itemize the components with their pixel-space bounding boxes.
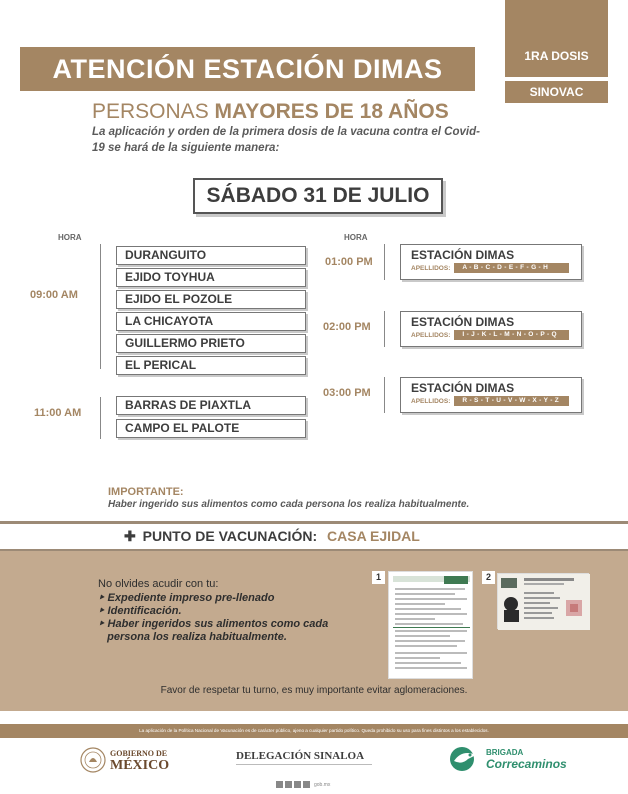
doc-number-2: 2 bbox=[482, 571, 495, 584]
delegacion-label: DELEGACIÓN SINALOA bbox=[236, 750, 365, 762]
hora-label-left: HORA bbox=[58, 233, 82, 242]
date-box: SÁBADO 31 DE JULIO bbox=[193, 178, 443, 214]
vaccination-point-location: CASA EJIDAL bbox=[327, 528, 420, 544]
station-card-1pm bbox=[400, 244, 582, 280]
place-campo-el-palote: CAMPO EL PALOTE bbox=[116, 419, 306, 438]
bracket-9am bbox=[100, 244, 101, 369]
delegacion-underline bbox=[236, 764, 372, 765]
brigada-line1: BRIGADA bbox=[486, 748, 524, 757]
twitter-icon[interactable] bbox=[285, 781, 292, 788]
bracket-3pm bbox=[384, 377, 385, 413]
time-11am: 11:00 AM bbox=[34, 407, 82, 419]
time-2pm: 02:00 PM bbox=[323, 321, 371, 333]
subtitle-light: PERSONAS bbox=[92, 100, 209, 123]
station-name: ESTACIÓN DIMAS bbox=[411, 315, 515, 329]
form-document-image bbox=[388, 571, 473, 679]
title-banner bbox=[20, 47, 475, 91]
respect-note: Favor de respetar tu turno, es muy importante evitar aglomeraciones. bbox=[160, 685, 468, 696]
important-title: IMPORTANTE: bbox=[108, 486, 184, 498]
intro-text: La aplicación y orden de la primera dosis de la vacuna contra el Covid-19 se hará de la siguiente manera: bbox=[92, 126, 480, 154]
subtitle-bold: MAYORES DE 18 AÑOS bbox=[214, 100, 449, 123]
station-name: ESTACIÓN DIMAS bbox=[411, 381, 515, 395]
list-item: ‣ Haber ingeridos sus alimentos como cada bbox=[98, 618, 329, 630]
brigada-line2: Correcaminos bbox=[486, 757, 567, 771]
hora-label-right: HORA bbox=[344, 233, 368, 242]
place-la-chicayota: LA CHICAYOTA bbox=[116, 312, 306, 331]
bracket-1pm bbox=[384, 244, 385, 280]
bracket-11am bbox=[100, 397, 101, 439]
time-3pm: 03:00 PM bbox=[323, 387, 371, 399]
reminder-title: No olvides acudir con tu: bbox=[98, 578, 219, 590]
page-title: ATENCIÓN ESTACIÓN DIMAS bbox=[52, 54, 443, 84]
social-handle[interactable]: gob.mx bbox=[314, 781, 331, 788]
instagram-icon[interactable] bbox=[294, 781, 301, 788]
divider-top bbox=[0, 521, 628, 524]
place-ejido-el-pozole: EJIDO EL POZOLE bbox=[116, 290, 306, 309]
dose-badge bbox=[505, 0, 608, 77]
place-el-perical: EL PERICAL bbox=[116, 356, 306, 375]
place-barras-de-piaxtla: BARRAS DE PIAXTLA bbox=[116, 396, 306, 415]
vaccination-point-label: PUNTO DE VACUNACIÓN: bbox=[142, 528, 318, 544]
time-1pm: 01:00 PM bbox=[325, 256, 373, 268]
apellidos-letters: A - B - C - D - E - F - G - H bbox=[454, 263, 569, 273]
facebook-icon[interactable] bbox=[276, 781, 283, 788]
dose-label: 1RA DOSIS bbox=[524, 49, 589, 63]
form-icon bbox=[389, 572, 474, 680]
list-item: persona los realiza habitualmente. bbox=[98, 631, 287, 643]
reminder-list bbox=[98, 592, 328, 644]
apellidos-label: APELLIDOS: bbox=[411, 331, 451, 339]
place-duranguito: DURANGUITO bbox=[116, 246, 306, 265]
legal-disclaimer: La aplicación de la Política Nacional de Vacunación es de carácter público, ajeno a cualquier partido político. Queda prohibido su uso para fines distintos a los establecidos. bbox=[0, 724, 628, 738]
apellidos-letters: I - J - K - L - M - N - O - P - Q bbox=[454, 330, 569, 340]
apellidos-letters: R - S - T - U - V - W - X - Y - Z bbox=[454, 396, 569, 406]
id-card-icon bbox=[498, 574, 590, 630]
apellidos-label: APELLIDOS: bbox=[411, 397, 451, 405]
list-item: ‣ Expediente impreso pre-llenado bbox=[98, 592, 275, 604]
gobierno-line1: GOBIERNO DE bbox=[110, 749, 168, 758]
time-9am: 09:00 AM bbox=[30, 289, 78, 301]
bracket-2pm bbox=[384, 311, 385, 347]
youtube-icon[interactable] bbox=[303, 781, 310, 788]
subtitle bbox=[92, 100, 449, 124]
list-item: ‣ Identificación. bbox=[98, 605, 182, 617]
important-text: Haber ingerido sus alimentos como cada persona los realiza habitualmente. bbox=[108, 499, 470, 510]
apellidos-label: APELLIDOS: bbox=[411, 264, 451, 272]
vaccination-point bbox=[124, 528, 420, 545]
station-name: ESTACIÓN DIMAS bbox=[411, 248, 515, 262]
place-guillermo-prieto: GUILLERMO PRIETO bbox=[116, 334, 306, 353]
eagle-seal-icon bbox=[80, 747, 106, 773]
place-ejido-toyhua: EJIDO TOYHUA bbox=[116, 268, 306, 287]
doc-number-1: 1 bbox=[372, 571, 385, 584]
gobierno-line2: MÉXICO bbox=[110, 758, 170, 773]
plus-icon: ✚ bbox=[124, 528, 136, 544]
station-card-2pm bbox=[400, 311, 582, 347]
social-icons bbox=[276, 781, 330, 788]
id-card-image bbox=[497, 573, 589, 629]
station-card-3pm bbox=[400, 377, 582, 413]
roadrunner-icon bbox=[448, 745, 484, 773]
vaccine-badge: SINOVAC bbox=[505, 81, 608, 103]
